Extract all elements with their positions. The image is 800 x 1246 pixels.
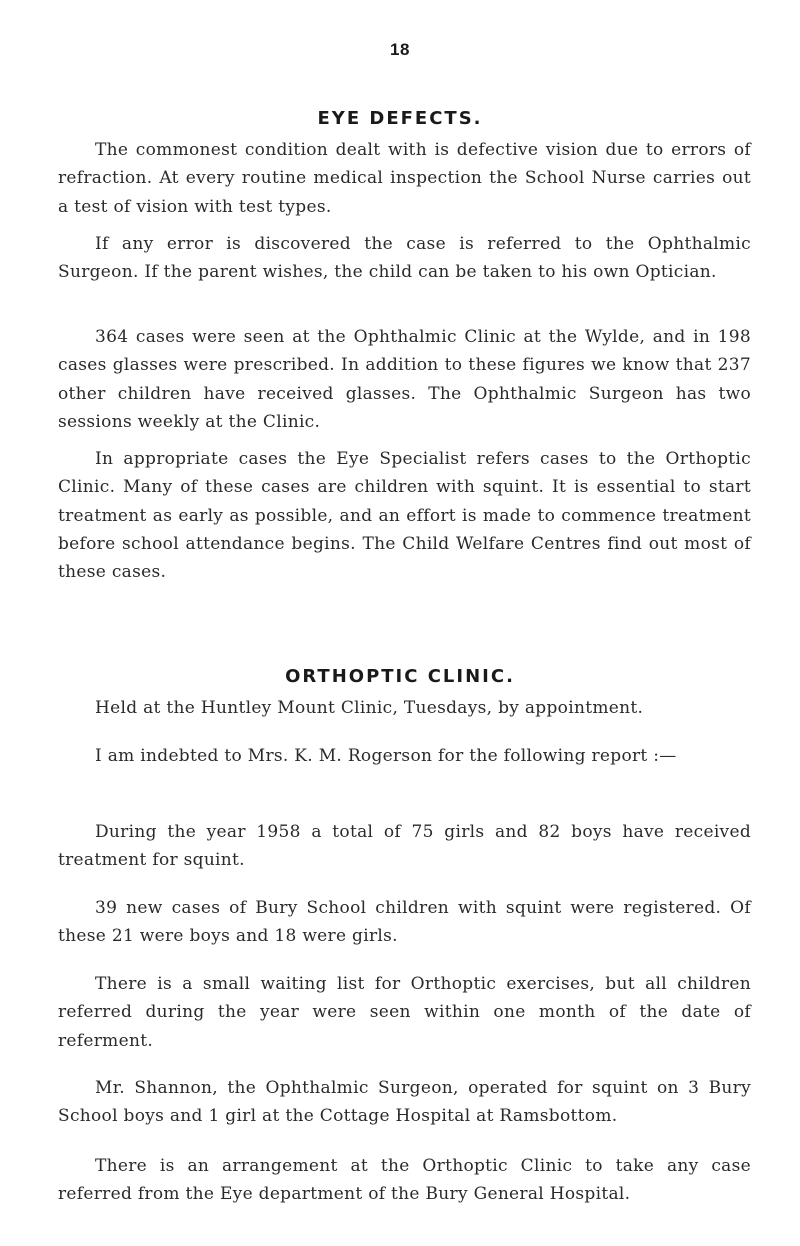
orthoptic-paragraph-4: 39 new cases of Bury School children with squint were registered. Of these 21 were boys and 18 were girls. — [58, 898, 751, 947]
orthoptic-paragraph-1: Held at the Huntley Mount Clinic, Tuesdays, by appointment. — [95, 698, 644, 718]
orthoptic-paragraph-3: During the year 1958 a total of 75 girls and 82 boys have received treatment for squint. — [58, 822, 751, 871]
orthoptic-paragraph-2: I am indebted to Mrs. K. M. Rogerson for the following report :— — [95, 746, 677, 766]
orthoptic-paragraph-5: There is a small waiting list for Orthoptic exercises, but all children referred during the year were seen within one month of the date of referment. — [58, 974, 751, 1051]
eye-defects-paragraph-1: The commonest condition dealt with is defective vision due to errors of refraction. At every routine medical inspection the School Nurse carries out a test of vision with test types. — [58, 140, 751, 217]
eye-defects-paragraph-4: In appropriate cases the Eye Specialist refers cases to the Orthoptic Clinic. Many of these cases are children with squint. It is essential to start treatment as early as possible, and an effort is made to commence treatment before school attendance begins. The Child Welfare Centres find out most of these cases. — [58, 449, 751, 583]
orthoptic-paragraph-6: Mr. Shannon, the Ophthalmic Surgeon, operated for squint on 3 Bury School boys and 1 girl at the Cottage Hospital at Ramsbottom. — [58, 1078, 751, 1127]
eye-defects-paragraph-3: 364 cases were seen at the Ophthalmic Clinic at the Wylde, and in 198 cases glasses were prescribed. In addition to these figures we know that 237 other children have received glasses. The Ophthalmic Surgeon has two sessions weekly at the Clinic. — [58, 327, 751, 432]
page-number: 18 — [390, 40, 410, 59]
eye-defects-paragraph-2: If any error is discovered the case is referred to the Ophthalmic Surgeon. If the parent wishes, the child can be taken to his own Optician. — [58, 234, 751, 283]
eye-defects-heading: EYE DEFECTS. — [317, 108, 483, 129]
orthoptic-paragraph-7: There is an arrangement at the Orthoptic Clinic to take any case referred from the Eye department of the Bury General Hospital. — [58, 1156, 751, 1205]
orthoptic-clinic-heading: ORTHOPTIC CLINIC. — [285, 666, 515, 687]
